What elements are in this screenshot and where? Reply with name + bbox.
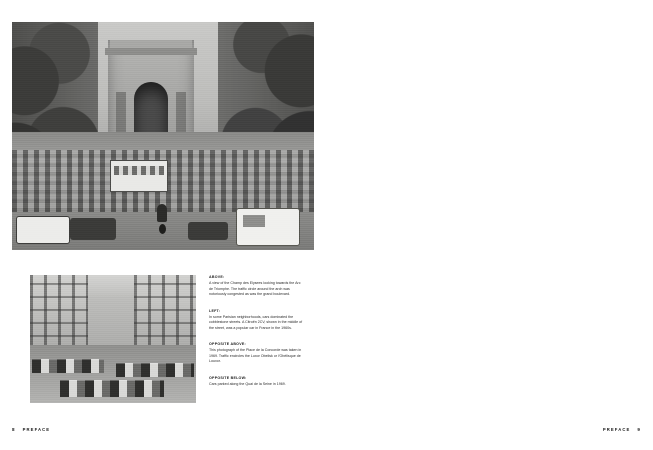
running-head-left: PREFACE (22, 427, 51, 432)
car-foreground-left (16, 216, 70, 244)
caption-left (209, 309, 303, 332)
motorcycle-wheel (159, 224, 166, 234)
rider-figure (157, 204, 167, 222)
folio-left (12, 427, 50, 432)
avenue-roadway (12, 132, 314, 250)
car-midground-right (188, 222, 228, 240)
arc-cornice (105, 48, 197, 55)
page-number-right: 9 (637, 427, 641, 432)
bus-vehicle (110, 160, 168, 192)
caption-left-heading: LEFT: (209, 308, 221, 313)
caption-column (209, 275, 303, 399)
parisian-street-photo (30, 275, 196, 403)
cobblestone-street (30, 345, 196, 403)
arc-de-triomphe-photo (12, 22, 314, 250)
page-number-left: 8 (12, 427, 16, 432)
parked-cars-left (32, 359, 104, 373)
caption-above-text: A view of the Champ des Elysees looking towards the Arc de Triomphe. The traffic circle around the arch was notoriously congested as was the grand boulevard. (209, 280, 301, 297)
caption-opposite-above (209, 342, 303, 365)
caption-opposite-above-heading: OPPOSITE ABOVE: (209, 342, 246, 347)
parked-cars-foreground (60, 380, 164, 397)
folio-right (603, 427, 641, 432)
caption-opposite-below-heading: OPPOSITE BELOW: (209, 376, 247, 381)
van-vehicle (236, 208, 300, 246)
caption-left-text: In some Parisian neighborhoods, cars dominated the cobblestone streets. A Citroën 2CV, shown in the middle of the street, was a popular car in France in the 1960s. (209, 314, 303, 330)
car-foreground-dark (70, 218, 116, 240)
caption-above-heading: ABOVE: (209, 275, 225, 279)
caption-above (209, 275, 303, 298)
right-page (326, 0, 653, 450)
motorcyclist (154, 204, 170, 234)
caption-opposite-above-text: This photograph of the Place de la Concorde was taken in 1969. Traffic encircles the Luxor Obelisk or l'Obélisque de Louxor. (209, 348, 302, 364)
left-page (0, 0, 326, 450)
parked-cars-right (116, 363, 194, 377)
running-head-right: PREFACE (602, 427, 631, 432)
caption-opposite-below-text: Cars parked along the Quai de la Seine in 1969. (209, 382, 286, 386)
caption-opposite-below (209, 376, 303, 388)
